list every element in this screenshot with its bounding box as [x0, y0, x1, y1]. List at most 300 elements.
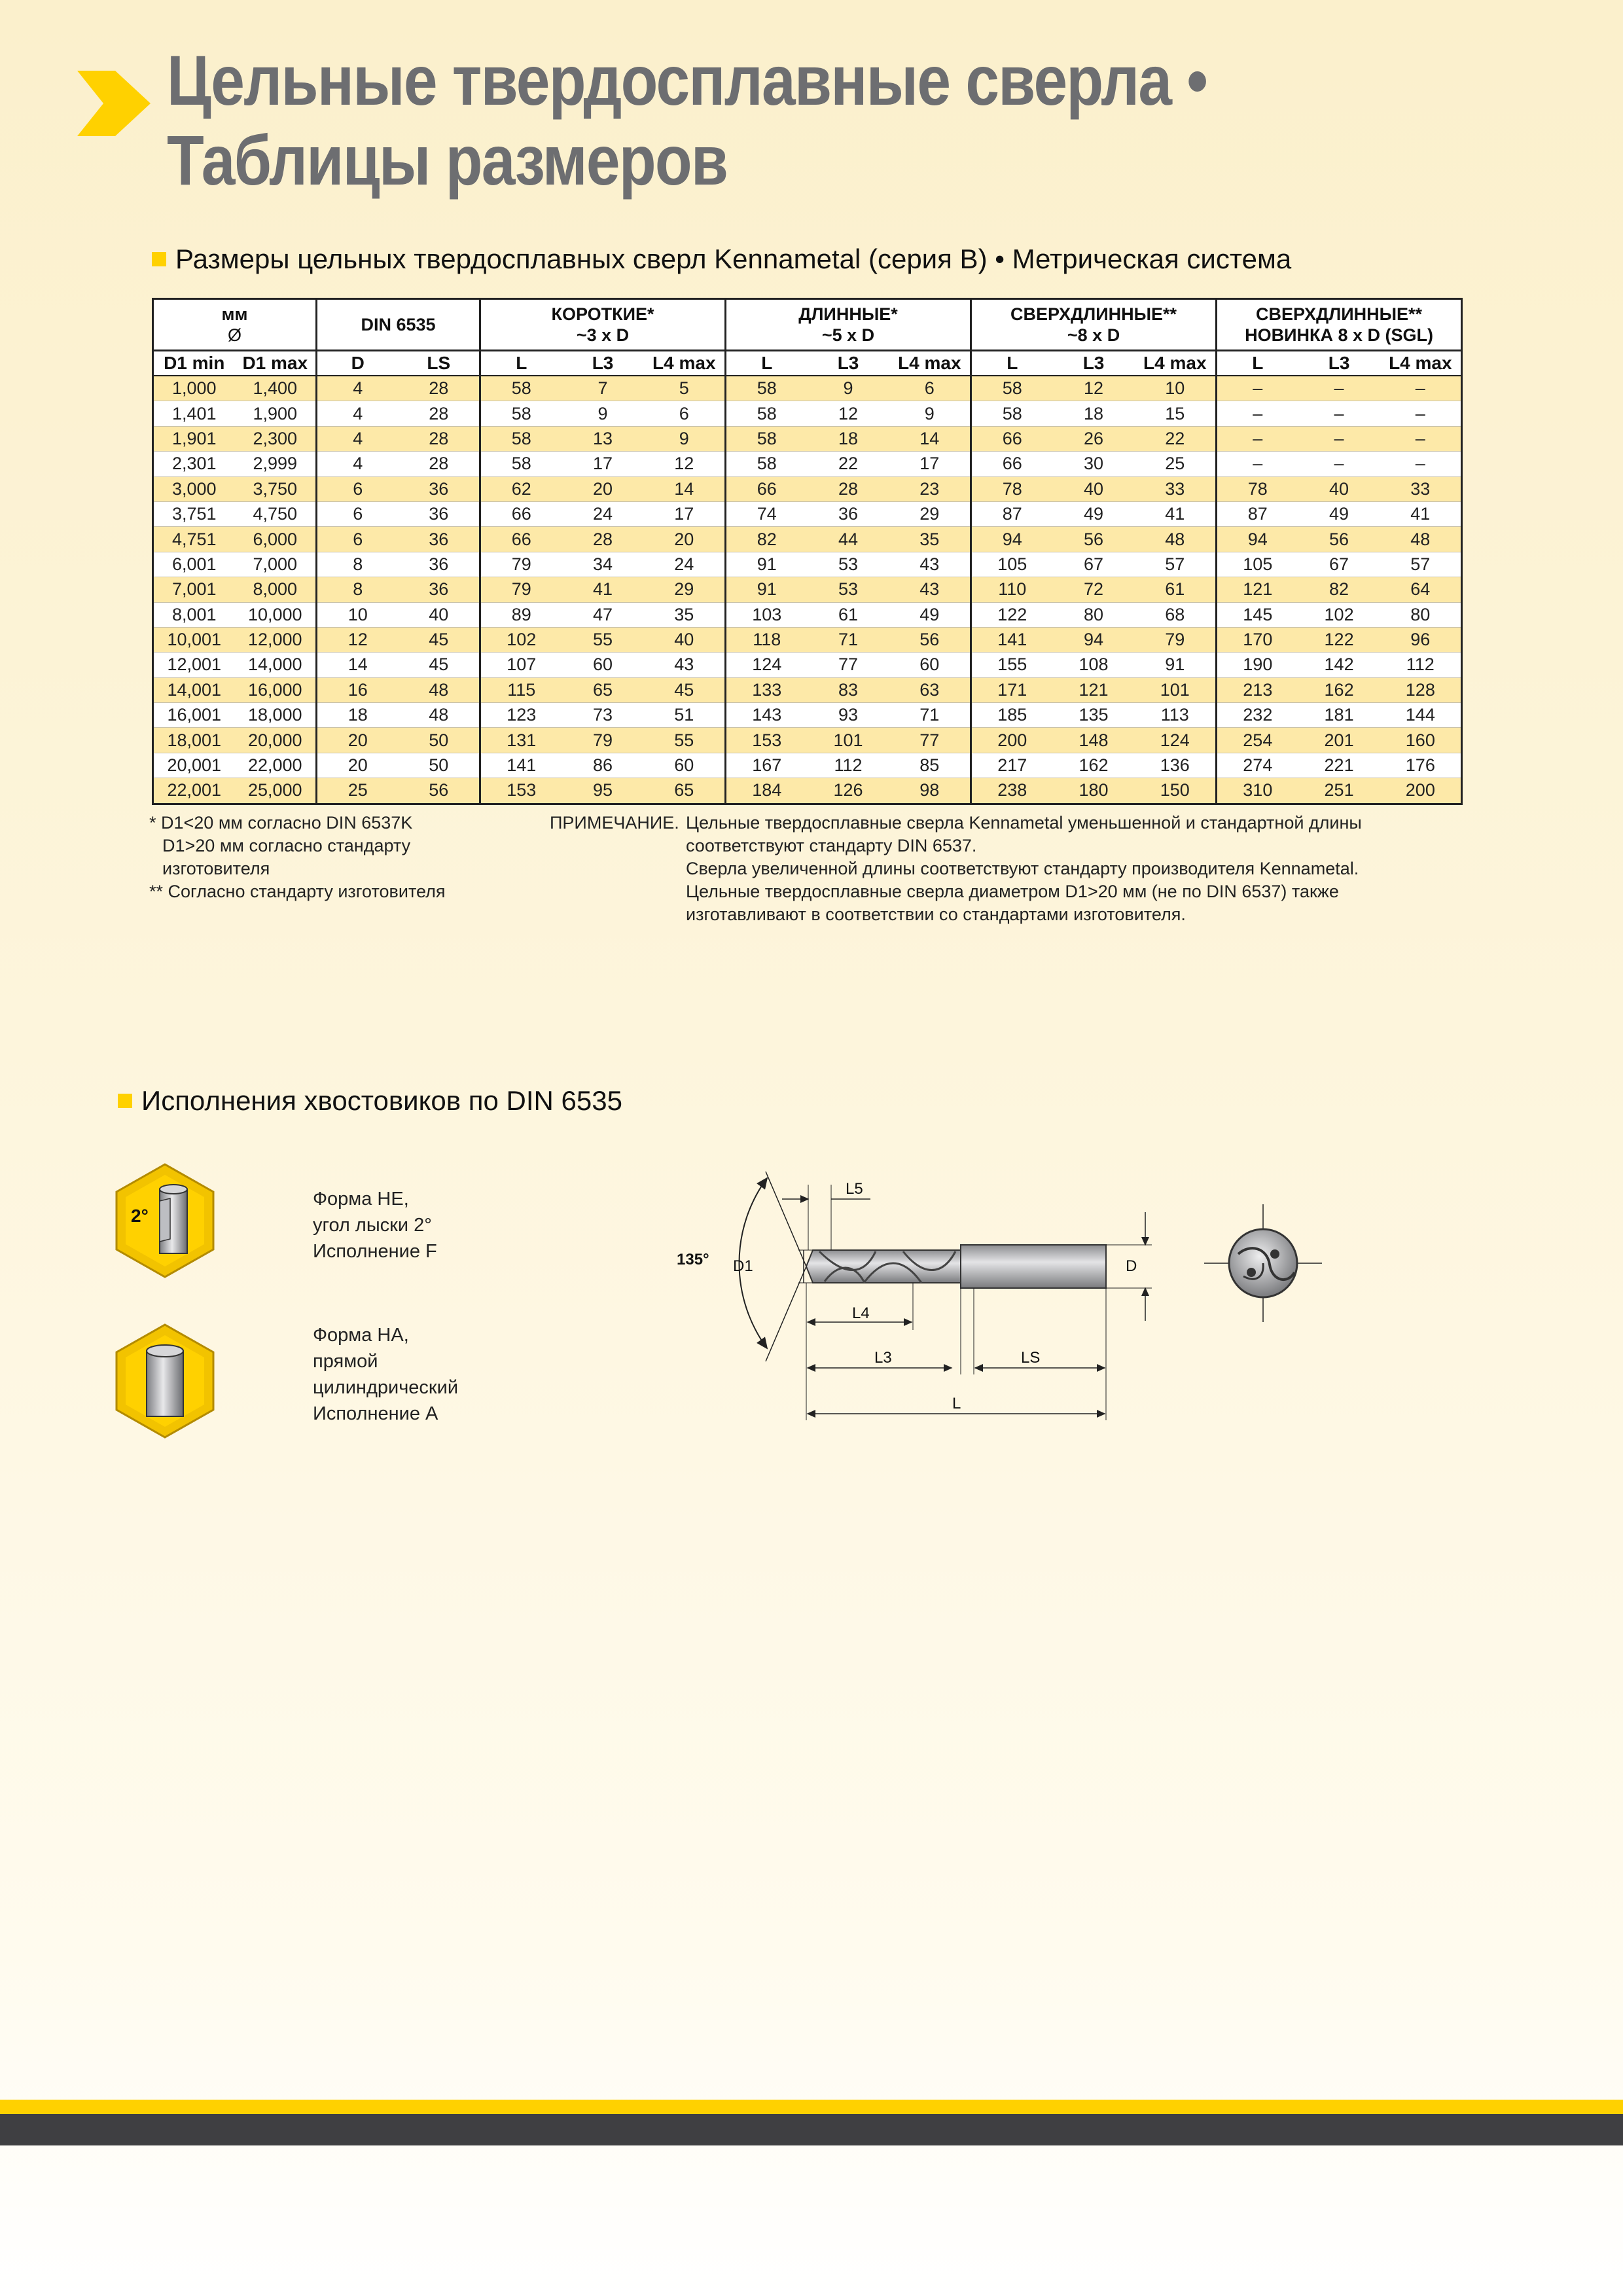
table-cell: 103: [726, 602, 808, 627]
table-cell: –: [1298, 426, 1380, 451]
table-row: [153, 728, 1462, 753]
subheader-cell: L3: [562, 351, 644, 376]
subheader-cell: L3: [1053, 351, 1135, 376]
table-cell: 118: [726, 627, 808, 652]
table-cell: 98: [889, 778, 971, 804]
table-cell: 124: [726, 653, 808, 677]
table-cell: 58: [971, 401, 1053, 426]
table-cell: 30: [1053, 452, 1135, 476]
header-din6535: DIN 6535: [317, 299, 480, 351]
subheader-cell: L: [1217, 351, 1298, 376]
table-cell: 24: [562, 501, 644, 526]
table-cell: 91: [726, 577, 808, 602]
table-cell: 58: [726, 452, 808, 476]
table-cell: 14,001: [153, 677, 235, 702]
table-cell: 56: [1298, 527, 1380, 552]
table-cell: 71: [889, 703, 971, 728]
table-cell: 79: [562, 728, 644, 753]
table-cell: 17: [644, 501, 726, 526]
table-cell: 105: [971, 552, 1053, 577]
table-cell: 26: [1053, 426, 1135, 451]
table-cell: 12: [808, 401, 889, 426]
table-cell: 91: [1135, 653, 1217, 677]
table-cell: 7,001: [153, 577, 235, 602]
table-cell: 83: [808, 677, 889, 702]
table-cell: 144: [1380, 703, 1462, 728]
angle-label: 135°: [677, 1251, 709, 1268]
table-cell: 36: [399, 527, 480, 552]
table-cell: 112: [808, 753, 889, 778]
shank-he-description: Форма HE, угол лыски 2° Исполнение F: [313, 1189, 437, 1262]
table-cell: 6: [317, 476, 399, 501]
table-cell: 12,000: [235, 627, 317, 652]
table-cell: 4: [317, 376, 399, 401]
table-cell: 217: [971, 753, 1053, 778]
table-cell: 16: [317, 677, 399, 702]
table-cell: 12: [317, 627, 399, 652]
table-cell: 3,000: [153, 476, 235, 501]
table-cell: 36: [399, 552, 480, 577]
table-cell: 170: [1217, 627, 1298, 652]
table-cell: 82: [1298, 577, 1380, 602]
table-cell: 94: [1053, 627, 1135, 652]
table-cell: 142: [1298, 653, 1380, 677]
table-cell: 48: [1380, 527, 1462, 552]
table-cell: –: [1298, 401, 1380, 426]
table-cell: 18,000: [235, 703, 317, 728]
table-cell: 1,000: [153, 376, 235, 401]
table-cell: 64: [1380, 577, 1462, 602]
table-cell: –: [1380, 452, 1462, 476]
table-cell: 58: [726, 376, 808, 401]
table-cell: 6: [644, 401, 726, 426]
table-cell: 78: [971, 476, 1053, 501]
table-cell: 36: [399, 476, 480, 501]
table-cell: 9: [562, 401, 644, 426]
table-cell: 238: [971, 778, 1053, 804]
table-cell: 8,001: [153, 602, 235, 627]
table-cell: 57: [1135, 552, 1217, 577]
note-line5: изготавливают в соответствии со стандартами изготовителя.: [686, 905, 1186, 924]
table-cell: 141: [971, 627, 1053, 652]
note-line3: Сверла увеличенной длины соответствуют стандарту производителя Kennametal.: [686, 859, 1359, 878]
table-cell: 107: [480, 653, 562, 677]
subheader-cell: LS: [399, 351, 480, 376]
note-line1: Цельные твердосплавные сверла Kennametal уменьшенной и стандартной длины: [686, 813, 1362, 833]
footnote-2: ** Согласно стандарту изготовителя: [149, 882, 446, 901]
table-cell: 67: [1053, 552, 1135, 577]
table-cell: 12,001: [153, 653, 235, 677]
table-cell: 185: [971, 703, 1053, 728]
table-cell: 102: [1298, 602, 1380, 627]
footnotes: [149, 812, 446, 903]
badge-angle-label: 2°: [131, 1206, 149, 1226]
table-cell: 1,401: [153, 401, 235, 426]
table-cell: 15: [1135, 401, 1217, 426]
table-cell: 58: [726, 426, 808, 451]
table-cell: 71: [808, 627, 889, 652]
footnote-1-line3: изготовителя: [162, 859, 270, 878]
table-cell: 162: [1298, 677, 1380, 702]
table-cell: 33: [1135, 476, 1217, 501]
table-cell: 66: [480, 527, 562, 552]
table-cell: 176: [1380, 753, 1462, 778]
table-cell: 86: [562, 753, 644, 778]
d1-label: D1: [733, 1257, 753, 1275]
table-cell: 43: [889, 577, 971, 602]
ls-label: LS: [1021, 1349, 1041, 1367]
table-cell: 8,000: [235, 577, 317, 602]
table-cell: 66: [971, 452, 1053, 476]
table-cell: 113: [1135, 703, 1217, 728]
table-cell: 82: [726, 527, 808, 552]
footnote-1-line1: * D1<20 мм согласно DIN 6537K: [149, 813, 413, 833]
table-cell: 66: [480, 501, 562, 526]
table-cell: 85: [889, 753, 971, 778]
table-cell: 274: [1217, 753, 1298, 778]
page-title: [167, 41, 1207, 200]
table-cell: 89: [480, 602, 562, 627]
table-cell: 28: [399, 401, 480, 426]
table-cell: 80: [1053, 602, 1135, 627]
table-cell: 20: [644, 527, 726, 552]
table-cell: 22,000: [235, 753, 317, 778]
table-cell: 80: [1380, 602, 1462, 627]
table-cell: 128: [1380, 677, 1462, 702]
bullet-square-icon: [118, 1094, 132, 1108]
table-cell: –: [1217, 452, 1298, 476]
subheader-cell: L: [480, 351, 562, 376]
table-cell: 102: [480, 627, 562, 652]
table-cell: 18: [1053, 401, 1135, 426]
table-cell: 4: [317, 401, 399, 426]
table-cell: 94: [1217, 527, 1298, 552]
table-cell: 36: [808, 501, 889, 526]
table-cell: 40: [399, 602, 480, 627]
table-cell: 91: [726, 552, 808, 577]
section-heading-dimensions: [152, 243, 1291, 275]
subheader-cell: L3: [1298, 351, 1380, 376]
table-cell: 63: [889, 677, 971, 702]
table-cell: 22: [808, 452, 889, 476]
table-cell: 35: [889, 527, 971, 552]
table-cell: –: [1298, 376, 1380, 401]
l4-label: L4: [852, 1304, 870, 1322]
table-cell: 49: [1298, 501, 1380, 526]
table-cell: 43: [889, 552, 971, 577]
table-cell: 36: [399, 577, 480, 602]
section-heading-shanks: [118, 1085, 622, 1117]
shank-ha-badge-icon: [113, 1322, 217, 1440]
table-cell: –: [1380, 401, 1462, 426]
subheader-cell: L: [971, 351, 1053, 376]
table-cell: 232: [1217, 703, 1298, 728]
table-cell: 79: [480, 552, 562, 577]
table-cell: 49: [1053, 501, 1135, 526]
table-cell: 14,000: [235, 653, 317, 677]
table-cell: 9: [808, 376, 889, 401]
table-cell: 3,750: [235, 476, 317, 501]
table-cell: 60: [889, 653, 971, 677]
table-cell: 124: [1135, 728, 1217, 753]
table-row: [153, 426, 1462, 451]
table-cell: 79: [480, 577, 562, 602]
table-row: [153, 401, 1462, 426]
table-cell: 20: [317, 728, 399, 753]
table-cell: 47: [562, 602, 644, 627]
table-cell: 184: [726, 778, 808, 804]
table-cell: 6: [889, 376, 971, 401]
table-cell: 9: [644, 426, 726, 451]
table-cell: 68: [1135, 602, 1217, 627]
table-cell: 251: [1298, 778, 1380, 804]
table-row: [153, 501, 1462, 526]
table-cell: –: [1217, 401, 1298, 426]
header-short: КОРОТКИЕ* ~3 x D: [480, 299, 726, 351]
table-cell: 22,001: [153, 778, 235, 804]
table-cell: 6,001: [153, 552, 235, 577]
header-extra-long-sgl: СВЕРХДЛИННЫЕ** НОВИНКА 8 x D (SGL): [1217, 299, 1462, 351]
table-cell: 14: [317, 653, 399, 677]
table-cell: 5: [644, 376, 726, 401]
table-cell: 22: [1135, 426, 1217, 451]
table-cell: 7: [562, 376, 644, 401]
table-cell: 25: [1135, 452, 1217, 476]
table-cell: 4,751: [153, 527, 235, 552]
table-cell: 41: [562, 577, 644, 602]
table-cell: 4: [317, 452, 399, 476]
table-row: [153, 627, 1462, 652]
table-cell: 29: [644, 577, 726, 602]
table-cell: 16,001: [153, 703, 235, 728]
d-label: D: [1126, 1257, 1137, 1275]
table-cell: 105: [1217, 552, 1298, 577]
table-cell: 48: [1135, 527, 1217, 552]
table-cell: 126: [808, 778, 889, 804]
table-cell: 96: [1380, 627, 1462, 652]
table-cell: 10,000: [235, 602, 317, 627]
table-cell: 28: [399, 376, 480, 401]
table-cell: 121: [1053, 677, 1135, 702]
dimensions-table: [152, 298, 1463, 805]
table-cell: 93: [808, 703, 889, 728]
table-cell: 162: [1053, 753, 1135, 778]
table-row: [153, 703, 1462, 728]
header-extra-long: СВЕРХДЛИННЫЕ** ~8 x D: [971, 299, 1217, 351]
table-cell: 17: [889, 452, 971, 476]
l-label: L: [952, 1395, 961, 1412]
table-cell: 153: [726, 728, 808, 753]
note-line2: соответствуют стандарту DIN 6537.: [686, 836, 977, 855]
table-cell: 60: [562, 653, 644, 677]
table-cell: 18,001: [153, 728, 235, 753]
drill-end-view-icon: [1204, 1204, 1322, 1322]
table-cell: 43: [644, 653, 726, 677]
table-cell: 65: [644, 778, 726, 804]
table-cell: 145: [1217, 602, 1298, 627]
page-title-line1: Цельные твердосплавные сверла •: [167, 41, 1207, 120]
table-cell: 148: [1053, 728, 1135, 753]
table-cell: 58: [480, 452, 562, 476]
table-cell: 25,000: [235, 778, 317, 804]
table-cell: 121: [1217, 577, 1298, 602]
table-cell: 14: [889, 426, 971, 451]
table-cell: 160: [1380, 728, 1462, 753]
table-cell: 133: [726, 677, 808, 702]
header-long: ДЛИННЫЕ* ~5 x D: [726, 299, 971, 351]
table-row: [153, 778, 1462, 804]
table-cell: 4,750: [235, 501, 317, 526]
l5-label: L5: [846, 1180, 863, 1198]
table-cell: 56: [1053, 527, 1135, 552]
table-cell: 13: [562, 426, 644, 451]
table-cell: 58: [480, 401, 562, 426]
table-cell: 20,001: [153, 753, 235, 778]
table-cell: 62: [480, 476, 562, 501]
table-cell: –: [1217, 376, 1298, 401]
table-row: [153, 527, 1462, 552]
table-row: [153, 452, 1462, 476]
table-cell: 50: [399, 728, 480, 753]
table-cell: 16,000: [235, 677, 317, 702]
table-cell: 20: [317, 753, 399, 778]
table-cell: 18: [317, 703, 399, 728]
table-cell: 20,000: [235, 728, 317, 753]
table-cell: 24: [644, 552, 726, 577]
table-cell: 77: [808, 653, 889, 677]
table-cell: 55: [644, 728, 726, 753]
table-cell: 61: [808, 602, 889, 627]
table-cell: –: [1298, 452, 1380, 476]
table-cell: 49: [889, 602, 971, 627]
table-row: [153, 677, 1462, 702]
note-label: ПРИМЕЧАНИЕ.: [550, 813, 679, 833]
table-cell: 66: [971, 426, 1053, 451]
table-cell: 56: [399, 778, 480, 804]
table-cell: 153: [480, 778, 562, 804]
table-cell: 45: [399, 627, 480, 652]
table-row: [153, 476, 1462, 501]
footer-band-dark: [0, 2114, 1623, 2145]
table-cell: 53: [808, 552, 889, 577]
table-cell: 6: [317, 501, 399, 526]
section-heading-text: Исполнения хвостовиков по DIN 6535: [141, 1085, 622, 1116]
bullet-square-icon: [152, 252, 166, 266]
table-cell: 23: [889, 476, 971, 501]
table-cell: 34: [562, 552, 644, 577]
table-cell: 108: [1053, 653, 1135, 677]
table-cell: 101: [808, 728, 889, 753]
table-cell: 87: [971, 501, 1053, 526]
table-cell: 28: [399, 452, 480, 476]
table-cell: 2,301: [153, 452, 235, 476]
subheader-cell: D1 max: [235, 351, 317, 376]
table-cell: 36: [399, 501, 480, 526]
table-cell: 213: [1217, 677, 1298, 702]
table-cell: 221: [1298, 753, 1380, 778]
table-cell: 167: [726, 753, 808, 778]
table-cell: 87: [1217, 501, 1298, 526]
table-cell: 57: [1380, 552, 1462, 577]
table-cell: 50: [399, 753, 480, 778]
table-cell: 79: [1135, 627, 1217, 652]
table-cell: 28: [562, 527, 644, 552]
table-cell: 56: [889, 627, 971, 652]
table-cell: 17: [562, 452, 644, 476]
table-cell: 65: [562, 677, 644, 702]
table-row: [153, 602, 1462, 627]
subheader-cell: D1 min: [153, 351, 235, 376]
table-subheader-row: [153, 351, 1462, 376]
table-cell: 60: [644, 753, 726, 778]
table-cell: 48: [399, 703, 480, 728]
table-cell: 4: [317, 426, 399, 451]
table-cell: 58: [726, 401, 808, 426]
table-cell: 143: [726, 703, 808, 728]
table-cell: 135: [1053, 703, 1135, 728]
subheader-cell: L4 max: [1135, 351, 1217, 376]
table-cell: 110: [971, 577, 1053, 602]
table-cell: 200: [1380, 778, 1462, 804]
footer-band-accent: [0, 2100, 1623, 2114]
table-cell: 20: [562, 476, 644, 501]
subheader-cell: D: [317, 351, 399, 376]
note-block: [550, 812, 1362, 926]
table-cell: 115: [480, 677, 562, 702]
table-cell: 29: [889, 501, 971, 526]
subheader-cell: L3: [808, 351, 889, 376]
subheader-cell: L: [726, 351, 808, 376]
table-cell: 123: [480, 703, 562, 728]
table-cell: 35: [644, 602, 726, 627]
table-cell: 58: [480, 426, 562, 451]
subheader-cell: L4 max: [1380, 351, 1462, 376]
table-cell: 8: [317, 552, 399, 577]
table-row: [153, 376, 1462, 401]
table-cell: 180: [1053, 778, 1135, 804]
table-cell: 10: [1135, 376, 1217, 401]
l3-label: L3: [874, 1349, 892, 1367]
subheader-cell: L4 max: [644, 351, 726, 376]
table-cell: 78: [1217, 476, 1298, 501]
table-cell: 61: [1135, 577, 1217, 602]
table-cell: 8: [317, 577, 399, 602]
table-cell: 95: [562, 778, 644, 804]
shank-ha-description: Форма HA, прямой цилиндрический Исполнение A: [313, 1325, 459, 1424]
table-row: [153, 653, 1462, 677]
table-cell: 200: [971, 728, 1053, 753]
table-cell: 77: [889, 728, 971, 753]
table-cell: 18: [808, 426, 889, 451]
table-row: [153, 753, 1462, 778]
footnote-1-line2: D1>20 мм согласно стандарту: [162, 836, 411, 855]
table-cell: 40: [1053, 476, 1135, 501]
table-cell: 310: [1217, 778, 1298, 804]
table-cell: 58: [480, 376, 562, 401]
subheader-cell: L4 max: [889, 351, 971, 376]
table-cell: 10: [317, 602, 399, 627]
table-cell: 55: [562, 627, 644, 652]
header-mm: мм Ø: [153, 299, 317, 351]
table-cell: 2,300: [235, 426, 317, 451]
table-cell: 10,001: [153, 627, 235, 652]
table-cell: 1,900: [235, 401, 317, 426]
table-cell: 7,000: [235, 552, 317, 577]
table-cell: –: [1380, 426, 1462, 451]
table-cell: 53: [808, 577, 889, 602]
table-cell: 1,901: [153, 426, 235, 451]
table-cell: 74: [726, 501, 808, 526]
